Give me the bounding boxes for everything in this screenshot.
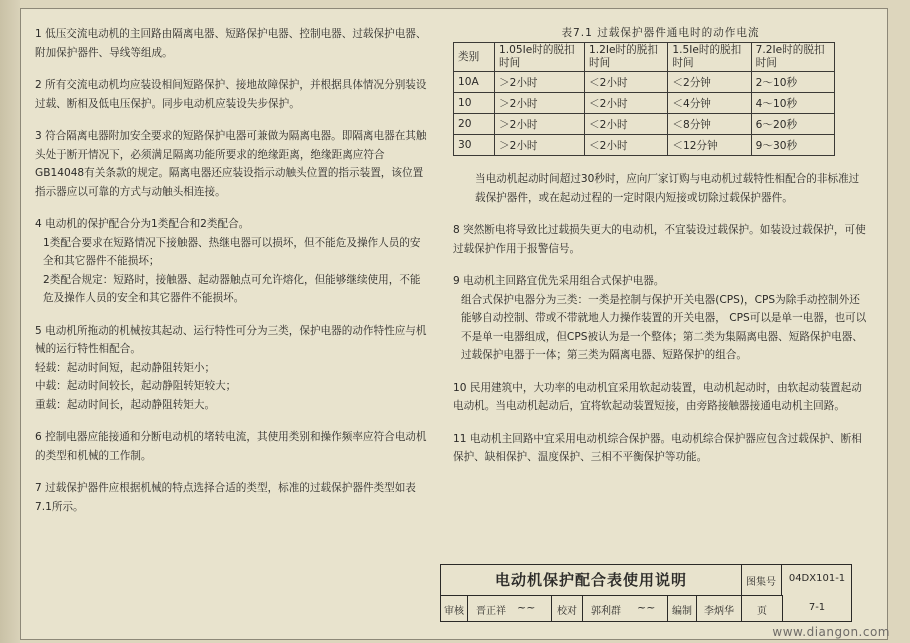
atlas-label: 图集号 [746, 577, 776, 588]
table-cell: 20 [454, 114, 495, 135]
table-cell: ＞2小时 [495, 72, 585, 93]
table-row [454, 93, 835, 114]
header-cell: 7.2Ie时的脱扣时间 [751, 43, 834, 72]
table-title: 表7.1 过载保护器件通电时的动作电流 [561, 27, 760, 39]
designer-name: 李炳华 [704, 606, 734, 617]
right-column [453, 25, 868, 481]
table-row [454, 72, 835, 93]
reviewer-signature: ~~ [517, 601, 536, 614]
item-5: 5 电动机所拖动的机械按其起动、运行特性可分为三类，保护电器的动作特性应与机械的运行特性相配合。 轻载：起动时间短，起动静阻转矩小； 中载：起动时间较长，起动静阻转矩较大； 重载：起动时间长，起动静阻转矩大。 [35, 324, 427, 411]
table-cell: 6～20秒 [751, 114, 834, 135]
table-cell: ＞2小时 [495, 135, 585, 156]
table-cell: 2～10秒 [751, 72, 834, 93]
table-cell: ＜8分钟 [668, 114, 751, 135]
checker-name: 郭利群 [591, 606, 621, 617]
watermark: www.diangon.com [772, 625, 890, 639]
table-cell: ＜2分钟 [668, 72, 751, 93]
table-cell: ＜2小时 [585, 72, 668, 93]
item-7: 7 过载保护器件应根据机械的特点选择合适的类型，标准的过载保护器件类型如表7.1所示。 [35, 482, 416, 513]
table-cell: ＜2小时 [585, 114, 668, 135]
table-note: 当电动机起动时间超过30秒时，应向厂家订购与电动机过载特性相配合的非标准过载保护器件，或在起动过程的一定时限内短接或切除过载保护器件。 [475, 173, 860, 204]
checker-signature: ~~ [637, 601, 656, 614]
action-current-table [453, 42, 835, 156]
drawing-title: 电动机保护配合表使用说明 [441, 565, 742, 596]
item-6: 6 控制电器应能接通和分断电动机的堵转电流，其使用类别和操作频率应符合电动机的类型和机械的工作制。 [35, 431, 427, 462]
table-cell: ＞2小时 [495, 93, 585, 114]
table-cell: 10 [454, 93, 495, 114]
table-header-row [454, 43, 835, 72]
table-cell: ＜2小时 [585, 135, 668, 156]
table-cell: 30 [454, 135, 495, 156]
page-number: 7-1 [808, 602, 826, 613]
table-row [454, 135, 835, 156]
item-4: 4 电动机的保护配合分为1类配合和2类配合。 1类配合要求在短路情况下接触器、热继电器可以损坏，但不能危及操作人员的安全和其它器件不能损坏； 2类配合规定：短路时，接触器、起动器触点可允许熔化，但能够继续使用，不能危及操作人员的安全和其它器件不能损坏。 [35, 218, 421, 304]
review-label: 审核 [444, 606, 464, 617]
left-column [35, 25, 427, 530]
table-cell: ＜4分钟 [668, 93, 751, 114]
item-8: 8 突然断电将导致比过载损失更大的电动机，不宜装设过载保护。如装设过载保护，可使过载保护作用于报警信号。 [453, 224, 866, 255]
table-cell: 10A [454, 72, 495, 93]
item-1: 1 低压交流电动机的主回路由隔离电器、短路保护电器、控制电器、过载保护电器、附加保护器件、导线等组成。 [35, 28, 427, 59]
header-cell: 1.05Ie时的脱扣时间 [495, 43, 585, 72]
table-cell: ＜2小时 [585, 93, 668, 114]
page-label: 页 [757, 606, 767, 617]
item-9: 9 电动机主回路宜优先采用组合式保护电器。 组合式保护电器分为三类：一类是控制与保护开关电器(CPS)，CPS为除手动控制外还能够自动控制、带或不带就地人力操作装置的开关电器， CPS可以是单一电器，也可以不是单一电器组成，但CPS被认为是一个整体；第二类为集隔离电器、短路保护电器、过载保护电器于一体；第三类为隔离电器、短路保护的组合。 [453, 275, 867, 361]
header-cell: 1.5Ie时的脱扣时间 [668, 43, 751, 72]
item-3: 3 符合隔离电器附加安全要求的短路保护电器可兼做为隔离电器。即隔离电器在其触头处于断开情况下，必须满足隔离功能所要求的绝缘距离，绝缘距离应符合GB14048有关条款的规定。隔离电器还应装设指示动触头位置的指示装置，该位置指示器应以可靠的方式与动触头相连接。 [35, 130, 427, 198]
table-row [454, 114, 835, 135]
document-sheet [20, 8, 888, 640]
item-10: 10 民用建筑中，大功率的电动机宜采用软起动装置，电动机起动时，由软起动装置起动电动机。当电动机起动后，宜将软起动装置短接，由旁路接触器接通电动机主回路。 [453, 381, 862, 412]
table-cell: ＜12分钟 [668, 135, 751, 156]
atlas-number: 04DX101-1 [788, 573, 846, 584]
item-11: 11 电动机主回路中宜采用电动机综合保护器。电动机综合保护器应包含过载保护、断相保护、缺相保护、温度保护、三相不平衡保护等功能。 [453, 432, 862, 463]
reviewer-name: 晋正祥 [476, 606, 506, 617]
table-cell: 9～30秒 [751, 135, 834, 156]
check-label: 校对 [557, 606, 577, 617]
table-cell: 4～10秒 [751, 93, 834, 114]
header-cell: 1.2Ie时的脱扣时间 [585, 43, 668, 72]
table-cell: ＞2小时 [495, 114, 585, 135]
title-block [440, 564, 852, 622]
header-cell: 类别 [454, 43, 495, 72]
item-2: 2 所有交流电动机均应装设相间短路保护、接地故障保护，并根据具体情况分别装设过载、断相及低电压保护。同步电动机应装设失步保护。 [35, 79, 427, 110]
design-label: 编制 [672, 606, 692, 617]
binding-edge [0, 0, 20, 643]
